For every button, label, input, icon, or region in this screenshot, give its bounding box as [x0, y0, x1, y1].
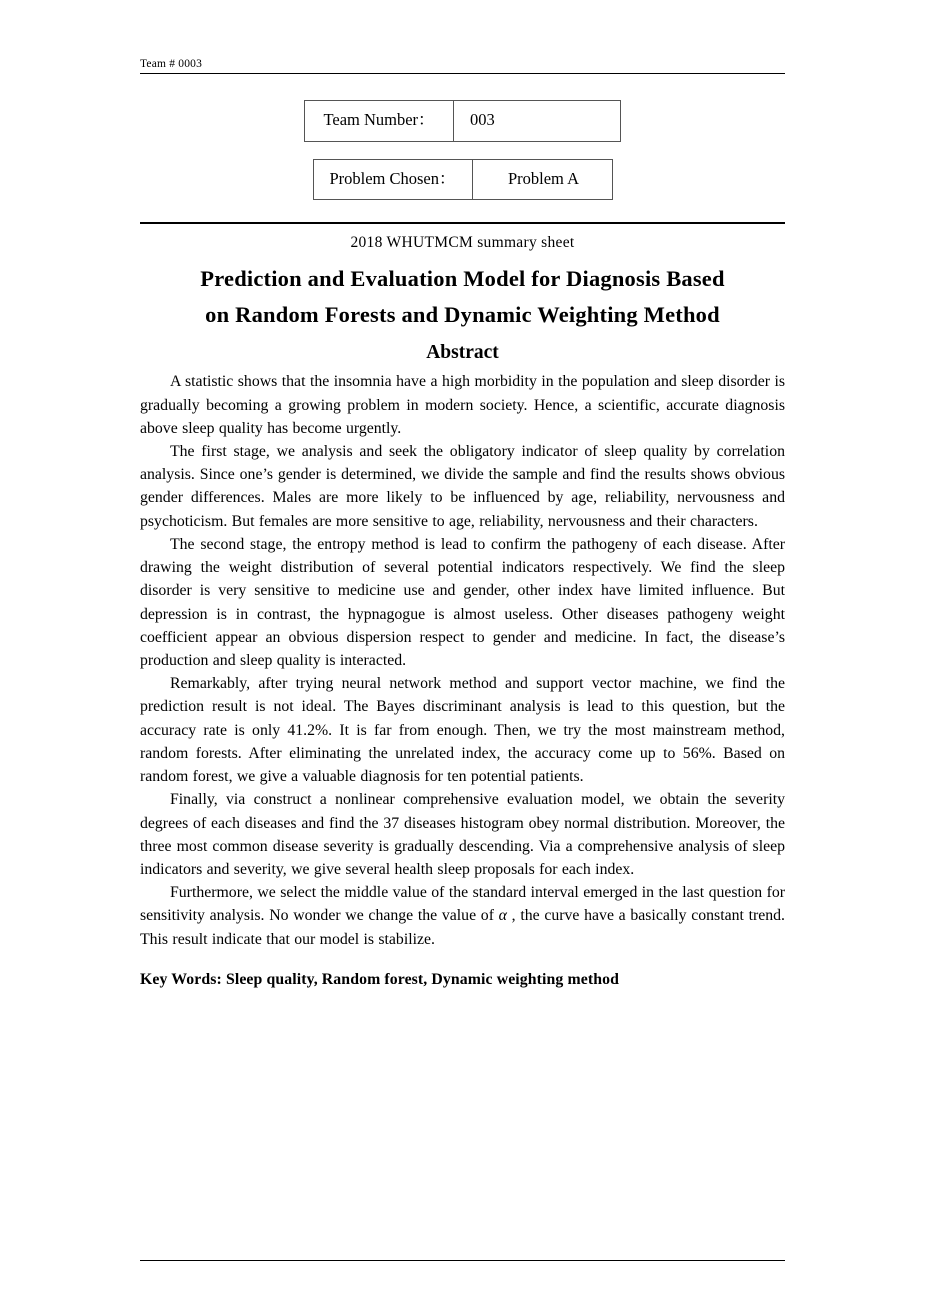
sensitivity-text-part-1: Furthermore, we select the middle value of the standard interval emerged in the last question for sensitivity analysis. No wonder we change the value of [140, 884, 785, 925]
team-number-label: Team Number： [305, 101, 454, 141]
problem-chosen-row [140, 159, 785, 201]
section-divider [140, 222, 785, 224]
footer-divider [140, 1260, 785, 1261]
abstract-paragraph: The second stage, the entropy method is lead to confirm the pathogeny of each disease. After drawing the weight distribution of several potential indicators respectively. We find the sleep disorder is very sensitive to medicine use and gender, other index have limited influence. But depression is in contrast, the hypnagogue is almost useless. Other diseases pathogeny weight coefficient appear an obvious dispersion respect to gender and medicine. In fact, the disease’s production and sleep quality is interacted. [140, 535, 785, 669]
paper-title-line-1: Prediction and Evaluation Model for Diagnosis Based [200, 266, 725, 291]
team-number-value: 003 [470, 110, 495, 129]
paper-title-line-2: on Random Forests and Dynamic Weighting Method [205, 302, 720, 328]
abstract-paragraph: The first stage, we analysis and seek the obligatory indicator of sleep quality by correlation analysis. Since one’s gender is determined, we divide the sample and find the results shows obvious gender differences. Males are more likely to be influenced by age, reliability, nervousness and psychoticism. But females are more sensitive to age, reliability, nervousness and their characters. [140, 443, 785, 530]
page-header-team: Team # 0003 [140, 58, 203, 70]
problem-chosen-value: Problem A [507, 168, 580, 188]
abstract-paragraph: Remarkably, after trying neural network method and support vector machine, we find the prediction result is not ideal. The Bayes discriminant analysis is lead to this question, but the accuracy rate is only 41.2%. It is far from enough. Then, we try the most mainstream method, random forests. After eliminating the unrelated index, the accuracy come up to 56%. Based on random forest, we give a valuable diagnosis for ten potential patients. [140, 675, 785, 786]
header-divider [140, 73, 785, 74]
abstract-paragraph: Finally, via construct a nonlinear comprehensive evaluation model, we obtain the severity degrees of each diseases and find the 37 diseases histogram obey normal distribution. Moreover, the three most common disease severity is gradually descending. Via a comprehensive analysis of sleep indicators and severity, we give several health sleep proposals for each index. [140, 791, 785, 878]
team-number-box [304, 100, 621, 142]
team-number-row [140, 100, 785, 142]
alpha-symbol: α [498, 907, 507, 925]
abstract-paragraph: A statistic shows that the insomnia have a high morbidity in the population and sleep disorder is gradually becoming a growing problem in modern society. Hence, a scientific, accurate diagnosis above sleep quality has become urgently. [140, 373, 785, 437]
problem-chosen-box [313, 159, 613, 201]
problem-chosen-label: Problem Chosen： [314, 160, 473, 200]
abstract-heading: Abstract [426, 342, 499, 364]
abstract-paragraph-sensitivity [140, 881, 785, 951]
page-content [140, 58, 785, 989]
summary-sheet-line: 2018 WHUTMCM summary sheet [350, 234, 575, 251]
sensitivity-text-part-2: , the curve have a basically constant trend. This result indicate that our model is stabilize. [140, 907, 785, 948]
keywords-line: Key Words: Sleep quality, Random forest, Dynamic weighting method [140, 970, 619, 988]
